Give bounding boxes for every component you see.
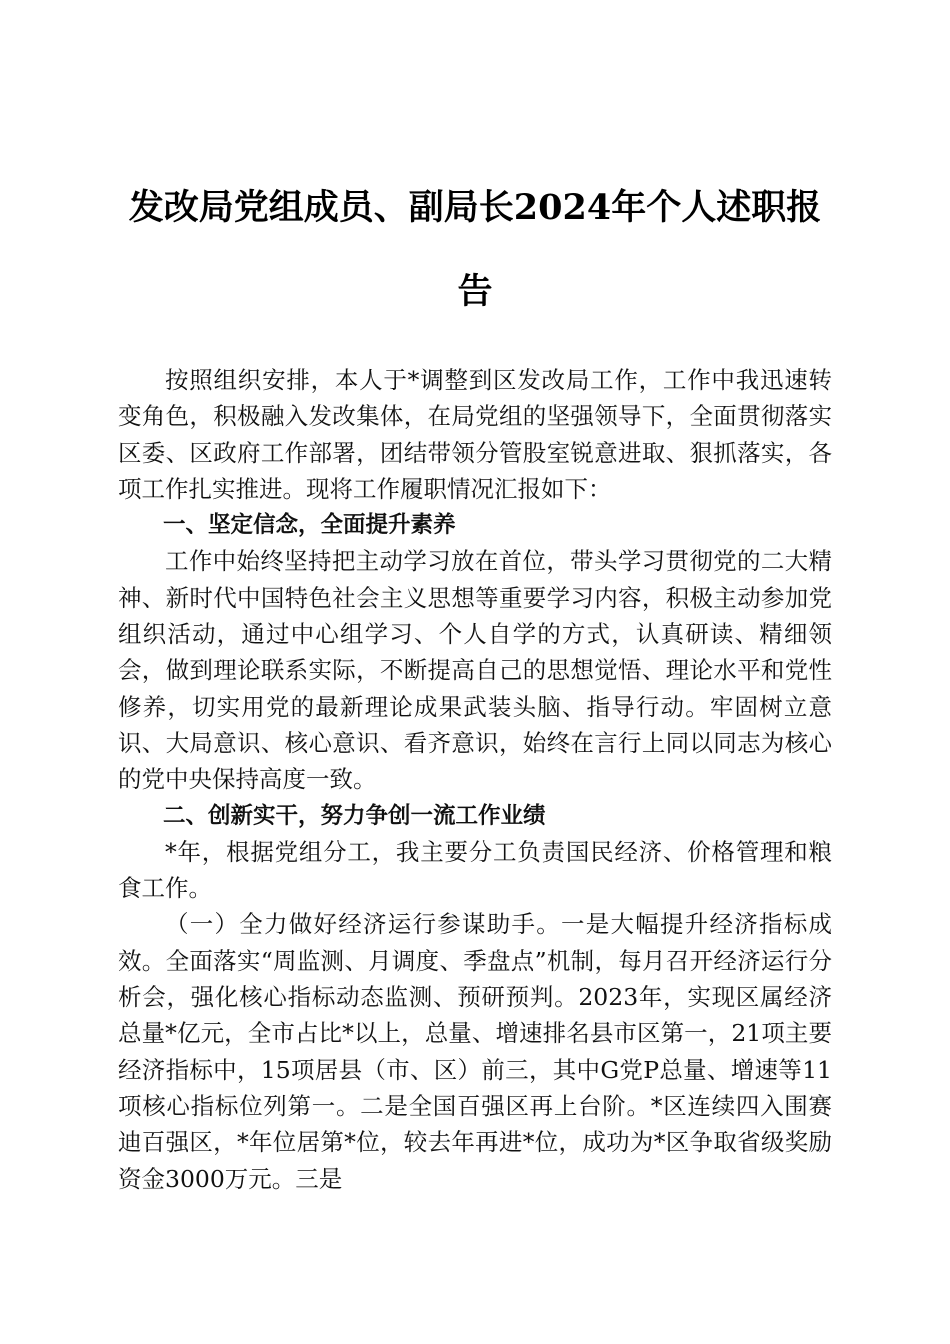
- section-heading-1: 一、坚定信念，全面提升素养: [163, 512, 456, 539]
- section-1-paragraph: 工作中始终坚持把主动学习放在首位，带头学习贯彻党的二大精神、新时代中国特色社会主义思想等重要学习内容，积极主动参加党组织活动，通过中心组学习、个人自学的方式，认真研读、精细领会，做到理论联系实际，不断提高自己的思想觉悟、理论水平和党性修养，切实用党的最新理论成果武装头脑、指导行动。牢固树立意识、大局意识、核心意识、看齐意识，始终在言行上同以同志为核心的党中央保持高度一致。: [118, 547, 832, 794]
- section-2-paragraph-2: （一）全力做好经济运行参谋助手。一是大幅提升经济指标成效。全面落实“周监测、月调度、季盘点”机制，每月召开经济运行分析会，强化核心指标动态监测、预研预判。2023年，实现区属经济总量*亿元，全市占比*以上，总量、增速排名县市区第一，21项主要经济指标中，15项居县（市、区）前三，其中G党P总量、增速等11项核心指标位列第一。二是全国百强区再上台阶。*区连续四入围赛迪百强区，*年位居第*位，较去年再进*位，成功为*区争取省级奖励资金3000万元。三是: [118, 910, 832, 1193]
- section-heading-2: 二、创新实干，努力争创一流工作业绩: [163, 802, 546, 829]
- intro-paragraph: 按照组织安排，本人于*调整到区发改局工作，工作中我迅速转变角色，积极融入发改集体，在局党组的坚强领导下，全面贯彻落实区委、区政府工作部署，团结带领分管股室锐意进取、狠抓落实，各项工作扎实推进。现将工作履职情况汇报如下：: [118, 366, 832, 503]
- document-title: 发改局党组成员、副局长2024年个人述职报告: [128, 187, 822, 312]
- document-body: [118, 362, 832, 1197]
- section-2-paragraph-1: *年，根据党组分工，我主要分工负责国民经济、价格管理和粮食工作。: [118, 837, 832, 903]
